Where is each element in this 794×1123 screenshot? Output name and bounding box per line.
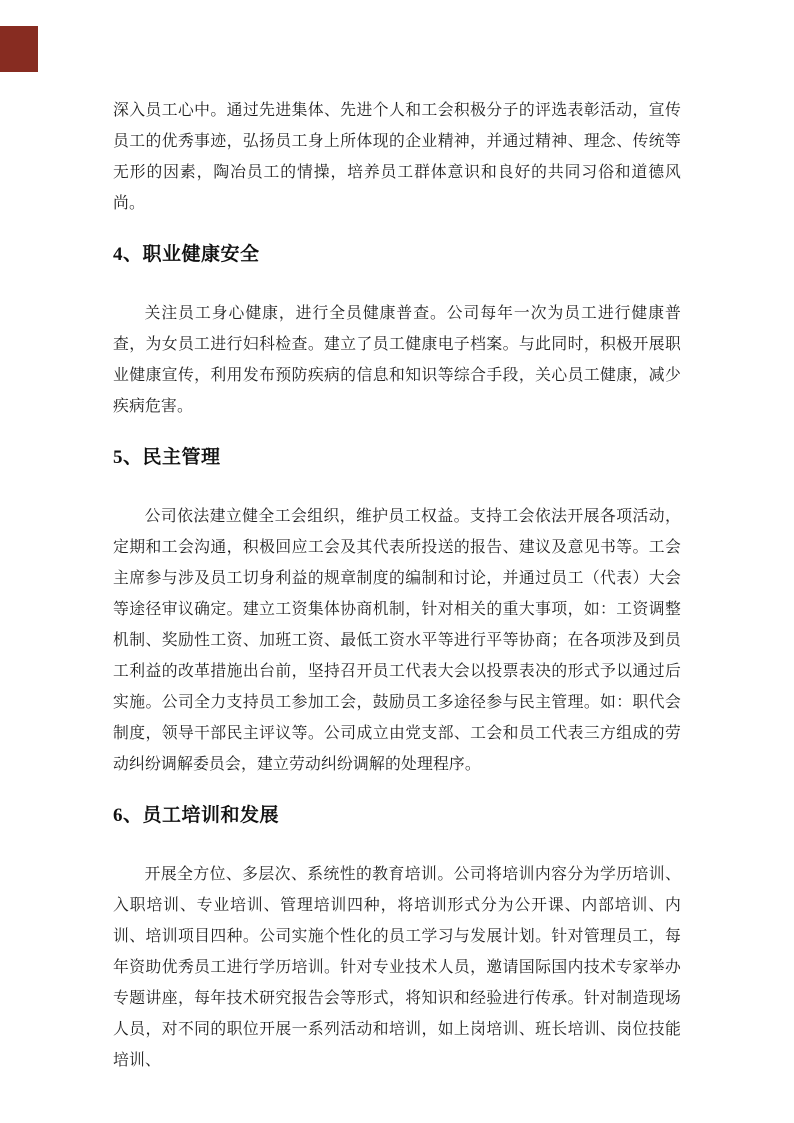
section-paragraph-occupational-health: 关注员工身心健康，进行全员健康普查。公司每年一次为员工进行健康普查，为女员工进行妇科检查。建立了员工健康电子档案。与此同时，积极开展职业健康宣传，利用发布预防疾病的信息和知识等综合手段，关心员工健康，减少疾病危害。 bbox=[113, 305, 681, 415]
section-paragraph-training-development: 开展全方位、多层次、系统性的教育培训。公司将培训内容分为学历培训、入职培训、专业培训、管理培训四种，将培训形式分为公开课、内部培训、内训、培训项目四种。公司实施个性化的员工学习与发展计划。针对管理员工，每年资助优秀员工进行学历培训。针对专业技术人员，邀请国际国内技术专家举办专题讲座，每年技术研究报告会等形式，将知识和经验进行传承。针对制造现场人员，对不同的职位开展一系列活动和培训，如上岗培训、班长培训、岗位技能培训、 bbox=[113, 866, 681, 1069]
section-heading-democratic-management: 5、民主管理 bbox=[113, 447, 221, 468]
section-heading-occupational-health: 4、职业健康安全 bbox=[113, 244, 260, 265]
section-heading-training-development: 6、员工培训和发展 bbox=[113, 805, 280, 826]
section-paragraph-democratic-management: 公司依法建立健全工会组织，维护员工权益。支持工会依法开展各项活动，定期和工会沟通，积极回应工会及其代表所投送的报告、建议及意见书等。工会主席参与涉及员工切身利益的规章制度的编制和讨论，并通过员工（代表）大会等途径审议确定。建立工资集体协商机制，针对相关的重大事项，如：工资调整机制、奖励性工资、加班工资、最低工资水平等进行平等协商；在各项涉及到员工利益的改革措施出台前，坚持召开员工代表大会以投票表决的形式予以通过后实施。公司全力支持员工参加工会，鼓励员工多途径参与民主管理。如：职代会制度，领导干部民主评议等。公司成立由党支部、工会和员工代表三方组成的劳动纠纷调解委员会，建立劳动纠纷调解的处理程序。 bbox=[113, 508, 681, 773]
page-content bbox=[113, 95, 681, 1076]
continuation-paragraph: 深入员工心中。通过先进集体、先进个人和工会积极分子的评选表彰活动，宣传员工的优秀事迹，弘扬员工身上所体现的企业精神，并通过精神、理念、传统等无形的因素，陶冶员工的情操，培养员工群体意识和良好的共同习俗和道德风尚。 bbox=[113, 102, 681, 212]
red-corner-mark bbox=[0, 26, 38, 72]
